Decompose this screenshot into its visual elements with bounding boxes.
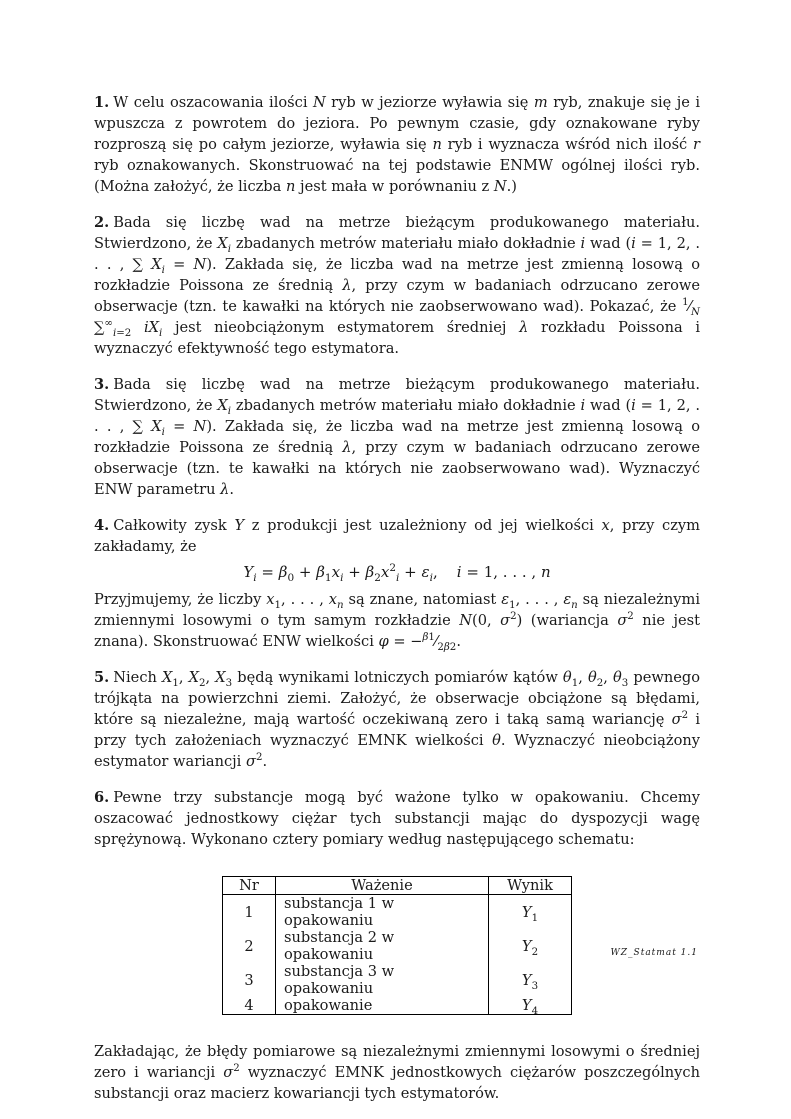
regression-formula: $Y_i = \beta_0 + \beta_1x_i + \beta_2x^2_i + \varepsilon_i$, i = 1, . . . , n (243, 562, 551, 584)
table-row: 3 substancja 3 w opakowaniu $Y_3$ (223, 963, 572, 997)
problem-3: 3. Bada się liczbę wad na metrze bieżącym produkowanego materiału. Stwierdzono, że $X_i$ zbadanych metrów materiału miało dokładnie i wad (i = 1, 2, . . . , ∑ $X_i = N$). Zakłada się, że liczba wad na metrze jest zmienną losową o rozkładzie Poissona ze średnią λ, przy czym w badaniach odrzucano zerowe obserwacje (tzn. te kawałki na których nie zaobserwowano wad). Wyznaczyć ENW parametru λ. (94, 376, 701, 498)
table-row: 1 substancja 1 w opakowaniu $Y_1$ (223, 895, 572, 930)
table-row: 4 opakowanie $Y_4$ (223, 997, 572, 1015)
problem-2: 2. Bada się liczbę wad na metrze bieżącym produkowanego materiału. Stwierdzono, że $X_i$ zbadanych metrów materiału miało dokładnie i wad (i = 1, 2, . . . , ∑ $X_i = N$). Zakłada się, że liczba wad na metrze jest zmienną losową o rozkładzie Poissona ze średnią λ, przy czym w badaniach odrzucano zerowe obserwacje (tzn. te kawałki na których nie zaobserwowano wad). Pokazać, że $^1⁄_N$ $\sum^\infty_{i=2}$ $iX_i$ jest nieobciążonym estymatorem średniej λ rozkładu Poissona i wyznaczyć efektywność tego estymatora. (94, 214, 701, 357)
problem-5: 5. Niech $X_1$, $X_2$, $X_3$ będą wynikami lotniczych pomiarów kątów $\theta_1$, $\theta_2$, $\theta_3$ pewnego trójkąta na powierzchni ziemi. Założyć, że obserwacje obciążone są błędami, które są niezależne, mają wartość oczekiwaną zero i taką samą wariancję $\sigma^2$ i przy tych założeniach wyznaczyć EMNK wielkości θ. Wyznaczyć nieobciążony estymator wariancji $\sigma^2$. (94, 669, 701, 770)
problem-4: 4. Całkowity zysk Y z produkcji jest uzależniony od jej wielkości x, przy czym zakładamy, że $Y_i = \beta_0 + \beta_1x_i + \beta_2x^2_i + \varepsilon_i$, i = 1, . . . , n Przyjmujemy, że liczby $x_1$, . . . , $x_n$ są znane, natomiast $\varepsilon_1$, . . . , $\varepsilon_n$ są niezależnymi zmiennymi losowymi o tym samym rozkładzie N(0, $\sigma^2$) (wariancja $\sigma^2$ nie jest znana). Skonstruować ENW wielkości $\varphi = -^{\beta 1}⁄_{2\beta 2}$. (94, 517, 701, 653)
table-header-row (223, 877, 572, 895)
table-row: 2 substancja 2 w opakowaniu $Y_2$ (223, 929, 572, 963)
header-nr: Nr (223, 877, 276, 895)
problem-6: 6. Pewne trzy substancje mogą być ważone tylko w opakowaniu. Chcemy oszacować jednostkowy ciężar tych substancji mając do dyspozycji wagę sprężynową. Wykonano cztery pomiary według następującego schematu: Nr Ważenie Wynik 1 substancja 1 w opakowaniu $Y_1$ 2 substancja 2 w opakowaniu $Y_2$ 3 substancja 3 w opakowaniu $Y_3$ 4 opakowanie $Y_4$ Zakładając, że błędy pomiarowe są niezależnymi zmiennymi losowymi o średniej zero i wariancji $\sigma^2$ wyznaczyć EMNK jednostkowych ciężarów poszczególnych substancji oraz macierz kowariancji tych estymatorów. (94, 789, 700, 1102)
document-body (94, 92, 700, 1119)
weighing-table (222, 876, 572, 1015)
header-result: Wynik (489, 877, 572, 895)
header-weighing: Ważenie (276, 877, 489, 895)
page-footer: WZ_Statmat 1.1 (610, 948, 698, 958)
problem-1: 1. W celu oszacowania ilości N ryb w jeziorze wyławia się m ryb, znakuje się je i wpuszcza z powrotem do jeziora. Po pewnym czasie, gdy oznakowane ryby rozproszą się po całym jeziorze, wyławia się n ryb i wyznacza wśród nich ilość r ryb oznakowanych. Skonstruować na tej podstawie ENMW ogólnej ilości ryb. (Można założyć, że liczba n jest mała w porównaniu z N.) (94, 94, 700, 195)
